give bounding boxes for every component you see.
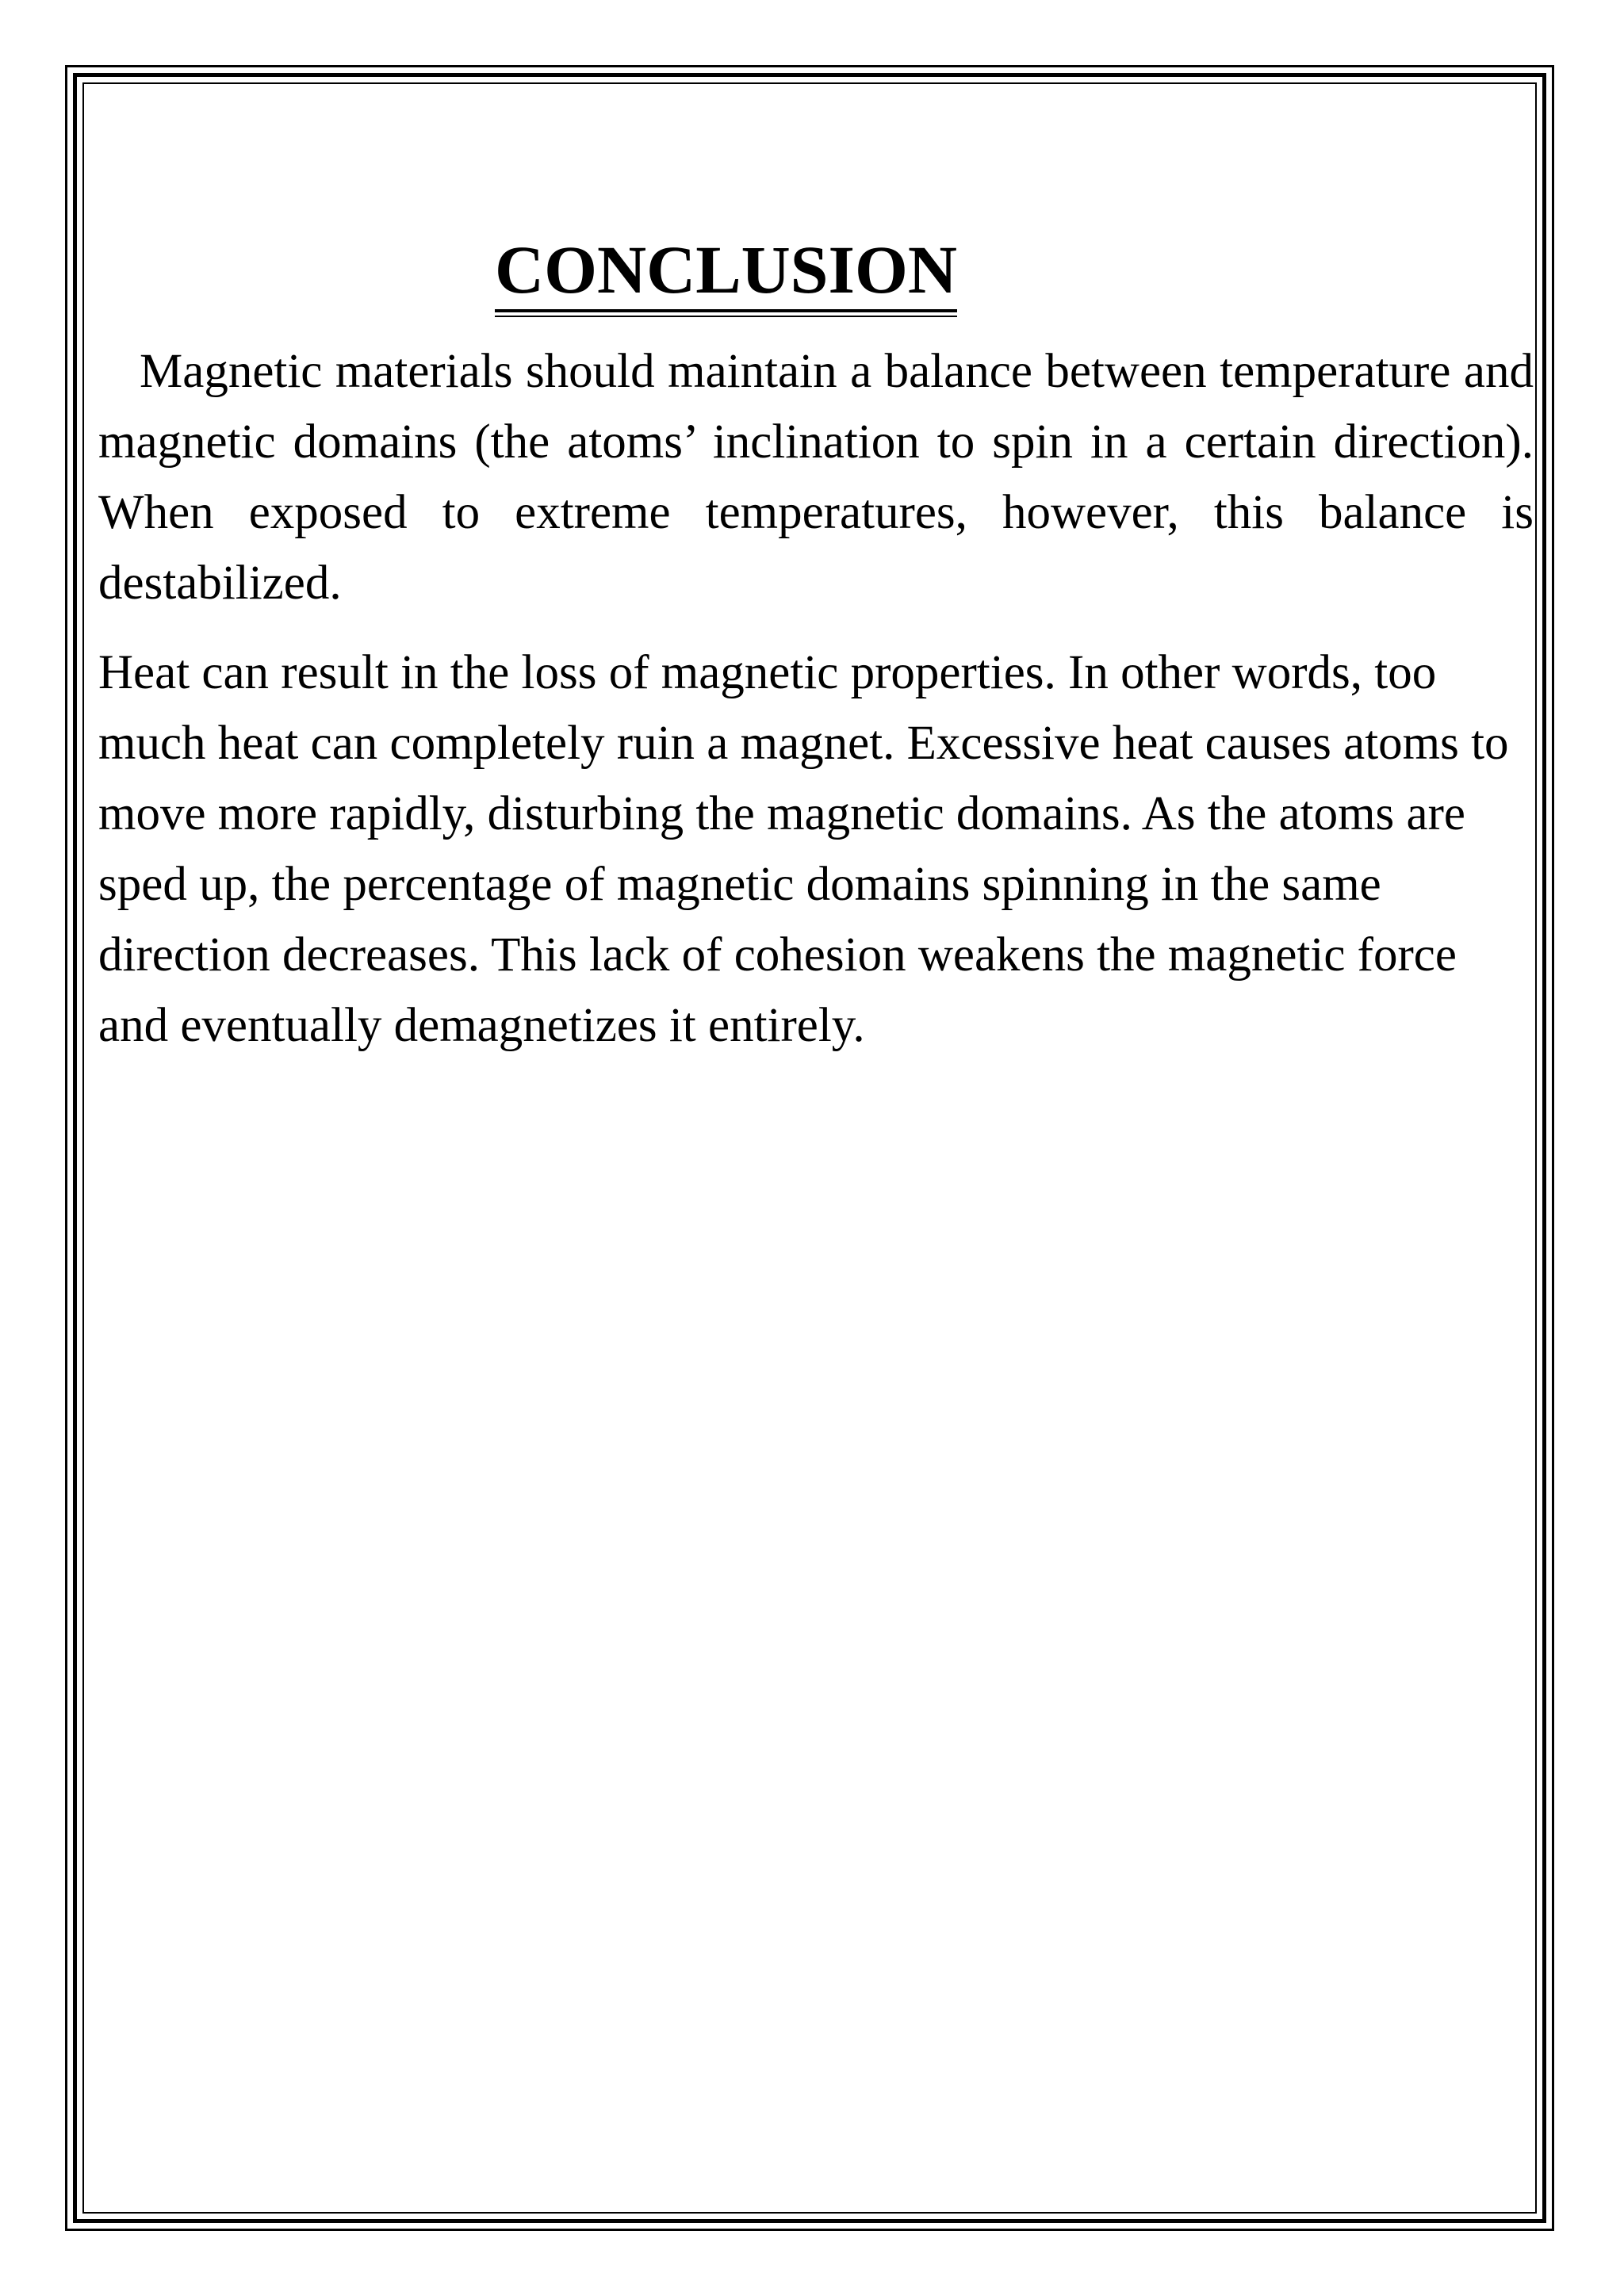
page-content <box>98 230 1534 1061</box>
page-title: CONCLUSION <box>495 230 957 317</box>
title-container <box>98 230 1534 317</box>
paragraph-2: Heat can result in the loss of magnetic properties. In other words, too much heat can completely ruin a magnet. Excessive heat causes atoms to move more rapidly, disturbing the magnetic domains. As the atoms are sped up, the percentage of magnetic domains spinning in the same direction decreases. This lack of cohesion weakens the magnetic force and eventually demagnetizes it entirely. <box>98 646 1509 1052</box>
paragraph-1: Magnetic materials should maintain a balance between temperature and magnetic domains (the atoms’ inclination to spin in a certain direction). When exposed to extreme temperatures, however, this balance is destabilized. <box>98 345 1534 610</box>
